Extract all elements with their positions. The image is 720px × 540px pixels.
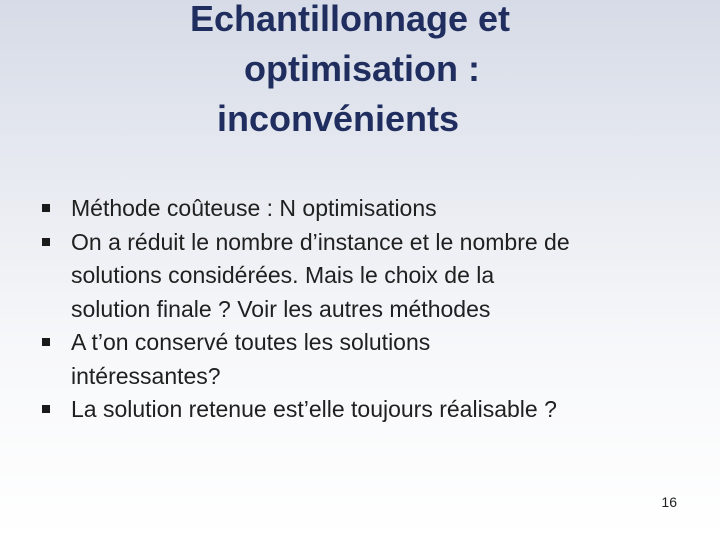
page-number: 16 — [661, 494, 677, 510]
bullet-item-3-line-2: intéressantes? — [71, 362, 221, 389]
bullet-item-1-line-1: Méthode coûteuse : N optimisations — [71, 195, 437, 221]
bullet-item-1 — [40, 192, 700, 226]
bullet-item-2-line-3: solution finale ? Voir les autres méthodes — [71, 295, 491, 322]
bullet-item-2 — [40, 226, 700, 327]
bullet-item-4-line-1: La solution retenue est’elle toujours réalisable ? — [71, 396, 557, 422]
bullet-item-2-line-2: solutions considérées. Mais le choix de la — [71, 262, 495, 288]
bullet-item-3-line-1: A t’on conservé toutes les solutions — [71, 329, 431, 355]
square-bullet-icon — [42, 204, 50, 212]
square-bullet-icon — [42, 238, 50, 246]
slide-title-line-3: inconvénients — [216, 98, 460, 139]
bullet-item-3 — [40, 326, 700, 393]
square-bullet-icon — [42, 405, 50, 413]
bullet-item-4 — [40, 393, 700, 427]
square-bullet-icon — [42, 338, 50, 346]
bullet-item-2-line-1: On a réduit le nombre d’instance et le nombre de — [71, 228, 570, 255]
bullet-list — [40, 192, 700, 427]
slide-title — [150, 0, 550, 144]
slide-title-line-2: optimisation : — [244, 48, 480, 89]
slide-title-line-1: Echantillonnage et — [189, 0, 511, 39]
